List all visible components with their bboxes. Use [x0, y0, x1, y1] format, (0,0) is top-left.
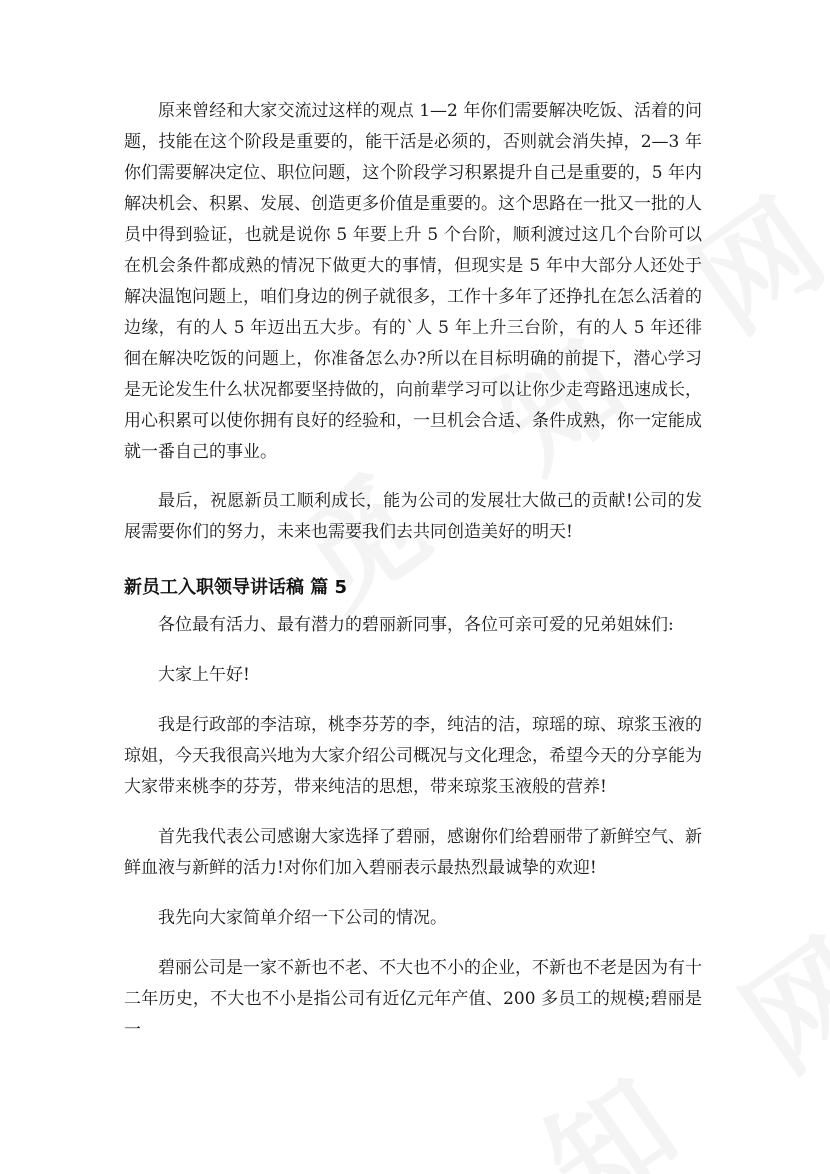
paragraph: 各位最有活力、最有潜力的碧丽新同事，各位可亲可爱的兄弟姐妹们:	[158, 615, 674, 635]
paragraph: 最后，祝愿新员工顺利成长，能为公司的发展壮大做己的贡献!公司的发展需要你们的努力，未来也需要我们去共同创造美好的明天!	[124, 491, 702, 542]
paragraph: 原来曾经和大家交流过这样的观点 1—2 年你们需要解决吃饭、活着的问题，技能在这个阶段是重要的，能干活是必须的，否则就会消失掉，2—3 年你们需要解决定位、职位问题，这个阶段学习积累提升自己是重要的，5 年内解决机会、积累、发展、创造更多价值是重要的。这个思路在一批又一批的人员中得到验证，也就是说你 5 年要上升 5 个台阶，顺利渡过这几个台阶可以在机会条件都成熟的情况下做更大的事情，但现实是 5 年中大部分人还处于解决温饱问题上，咱们身边的例子就很多，工作十多年了还挣扎在怎么活着的边缘，有的人 5 年迈出五大步。有的`人 5 年上升三台阶，有的人 5 年还徘徊在解决吃饭的问题上，你准备怎么办?所以在目标明确的前提下，潜心学习是无论发生什么状况都要坚持做的，向前辈学习可以让你少走弯路迅速成长，用心积累可以使你拥有良好的经验和，一旦机会合适、条件成熟，你一定能成就一番自己的事业。	[124, 101, 702, 462]
section-heading: 新员工入职领导讲话稿 篇 5	[124, 577, 348, 598]
paragraph: 大家上午好!	[158, 665, 250, 685]
paragraph: 我是行政部的李洁琼，桃李芬芳的李，纯洁的洁，琼瑶的琼、琼浆玉液的琼姐，今天我很高兴地为大家介绍公司概况与文化理念，希望今天的分享能为大家带来桃李的芬芳，带来纯洁的思想，带来琼浆玉液般的营养!	[124, 715, 702, 797]
paragraph: 我先向大家简单介绍一下公司的情况。	[158, 908, 447, 928]
document-body	[124, 96, 702, 1046]
paragraph: 碧丽公司是一家不新也不老、不大也不小的企业，不新也不老是因为有十二年历史，不大也不小是指公司有近亿元年产值、200 多员工的规模;碧丽是一	[124, 958, 702, 1040]
paragraph: 首先我代表公司感谢大家选择了碧丽，感谢你们给碧丽带了新鲜空气、新鲜血液与新鲜的活力!对你们加入碧丽表示最热烈最诚挚的欢迎!	[124, 827, 702, 878]
